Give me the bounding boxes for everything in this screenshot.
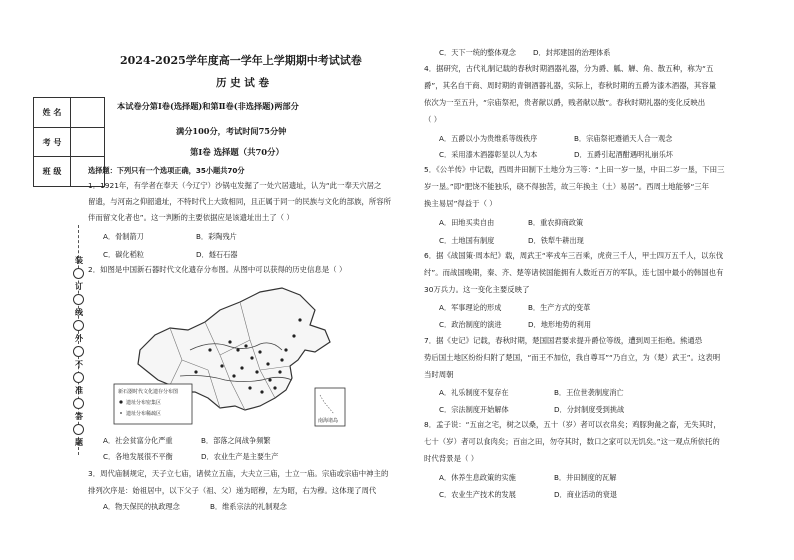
binding-char: 装 <box>75 256 83 265</box>
q5-option-d[interactable]: D．铁犁牛耕出现 <box>528 236 584 245</box>
question-4 <box>424 64 716 125</box>
q2-option-d[interactable]: D．农业生产是主要生产 <box>201 452 279 461</box>
binding-char: 题 <box>75 438 83 447</box>
q7-option-b[interactable]: B．王位世袭制度消亡 <box>554 388 624 397</box>
q8-line: 七十（岁）者可以食肉矣；百亩之田，勿夺其时，数口之家可以无饥矣。”这一观点所依托的 <box>424 437 720 446</box>
exam-id-label: 考 号 <box>34 128 71 157</box>
q1-option-b[interactable]: B．彩陶残片 <box>196 232 237 241</box>
q1-line: 留遗，与河南之仰韶遗址，不特时代上大致相同，且正属于同一的民族与文化的部族，所容所 <box>88 197 392 206</box>
name-field[interactable] <box>71 98 104 127</box>
binding-char: 准 <box>75 386 83 395</box>
q8-option-c[interactable]: C．农业生产技术的发展 <box>439 490 516 499</box>
binding-hole <box>73 398 84 409</box>
q1-option-d[interactable]: D．燧石石器 <box>196 250 238 259</box>
name-label: 姓 名 <box>34 98 71 127</box>
q1-line: 1．1921年，有学者在奉天（今辽宁）沙锅屯发掘了一处穴居遗址，认为“此一奉天穴居之 <box>88 181 382 190</box>
q4-option-b[interactable]: B．宗庙祭祀遵循天人合一观念 <box>574 134 673 143</box>
q1-option-a[interactable]: A．骨制箭刀 <box>103 232 144 241</box>
q4-option-d[interactable]: D．五爵引起酒酣遇明礼崩乐坏 <box>574 150 673 159</box>
binding-hole <box>73 268 84 279</box>
q4-option-a[interactable]: A．五爵以小为贵维系等级秩序 <box>439 134 538 143</box>
class-label: 班 级 <box>34 157 71 186</box>
binding-char: 订 <box>75 282 83 291</box>
q2-option-b[interactable]: B．部落之间战争频繁 <box>201 436 271 445</box>
binding-char: 不 <box>75 360 83 369</box>
legend-title: 新石器时代文化遗存分布图 <box>118 389 179 395</box>
q4-option-c[interactable]: C．采用漆木酒器彰显以人为本 <box>439 150 538 159</box>
q6-line: 30万兵力。这一变化主要反映了 <box>424 285 530 294</box>
q8-option-b[interactable]: B．井田制度的瓦解 <box>554 473 617 482</box>
subject-title: 历 史 试 卷 <box>216 77 269 89</box>
q3-option-d[interactable]: D．封邦建国的治理体系 <box>533 48 611 57</box>
q7-line: 7．据《史记》记载，春秋时期，楚国国君要求提升爵位等级，遭到周王拒绝。熊通恐 <box>424 336 703 345</box>
q6-line: 纣”。而战国晚期，秦、齐、楚等诸侯国能拥有人数近百万的军队，连七国中最小的韩国也有 <box>424 268 724 277</box>
neolithic-culture-map <box>110 280 350 430</box>
q6-line: 6．据《战国策·周本纪》载，周武王“率戎车三百乘，虎贲三千人，甲士四万五千人，以东伐 <box>424 251 724 260</box>
question-3 <box>88 469 388 496</box>
q7-option-c[interactable]: C．宗法制度开始解体 <box>439 405 509 414</box>
q7-option-d[interactable]: D．分封制度受到挑战 <box>554 405 625 414</box>
q6-option-a[interactable]: A．军事理论的形成 <box>439 303 502 312</box>
q4-line: 爵”，其名自干商、周时期的青铜酒器礼器，实际上，春秋时期的五爵为漆木酒器，其容量 <box>424 81 717 90</box>
question-5 <box>424 165 724 209</box>
binding-hole <box>73 346 84 357</box>
part-one-heading: 第Ⅰ卷 选择题（共70分） <box>190 147 284 157</box>
q3-line: 排列次序是：始祖居中，以下父子（祖、父）递为昭穆，左为昭，右为穆。这体现了周代 <box>88 486 377 495</box>
q6-option-d[interactable]: D．地形地势的利用 <box>528 320 592 329</box>
q8-option-d[interactable]: D．商业活动的衰退 <box>554 490 618 499</box>
q5-option-c[interactable]: C．土地国有制度 <box>439 236 495 245</box>
q4-line: 依次为一至五升，“宗庙祭祀，贵者献以爵，贱者献以散”。春秋时期礼器的变化反映出 <box>424 98 706 107</box>
q3-option-b[interactable]: B．维系宗法的礼制观念 <box>210 502 287 511</box>
q4-line: （ ） <box>424 115 442 124</box>
binding-char: 答 <box>75 412 83 421</box>
question-2: 2．如图是中国新石器时代文化遗存分布图。从图中可以获得的历史信息是（ ） <box>88 265 347 274</box>
binding-hole <box>73 294 84 305</box>
binding-char: 线 <box>75 308 83 317</box>
q2-option-c[interactable]: C．各地发展很不平衡 <box>103 452 173 461</box>
question-7 <box>424 336 720 380</box>
exam-id-field[interactable] <box>71 128 104 157</box>
binding-hole <box>73 320 84 331</box>
score-time: 满分100分，考试时间75分钟 <box>176 126 287 136</box>
q8-line: 时代背景是（ ） <box>424 454 479 463</box>
instruction: 选择题：下列只有一个选项正确，35小题共70分 <box>88 166 245 175</box>
q8-line: 8．孟子说：“五亩之宅，树之以桑，五十（岁）者可以衣帛矣；鸡豚狗彘之畜，无失其时， <box>424 420 721 429</box>
legend-item: 遗址分布密集区 <box>126 400 162 406</box>
q5-line: 5．《公羊传》中记载，西周井田制下土地分为三等：“上田一岁一垦，中田二岁一垦，下田三 <box>424 165 725 174</box>
question-1 <box>88 181 391 223</box>
q7-line: 势后国土地区纷纷归附了楚国，“而王不加位，我自尊耳”“乃自立，为（楚）武王”。这表明 <box>424 353 721 362</box>
binding-hole <box>73 372 84 383</box>
q1-line: 伴而留文化者也”。这一判断的主要依据应是该遗址出土了（ ） <box>88 213 294 222</box>
q5-option-a[interactable]: A．田地买卖自由 <box>439 218 495 227</box>
q2-option-a[interactable]: A．社会贫富分化严重 <box>103 436 173 445</box>
q5-line: 岁一垦。”即“肥饶不能独乐，硗不得独苦，故三年换主（土）易居”。西周土地能够“三年 <box>424 182 710 191</box>
binding-hole <box>73 424 84 435</box>
q3-line: 3．周代庙制规定，天子立七庙，诸侯立五庙，大夫立三庙，士立一庙。宗庙或宗庙中神主的 <box>88 469 389 478</box>
q3-option-a[interactable]: A．物天保民的执政理念 <box>103 502 180 511</box>
q5-option-b[interactable]: B．重农抑商政策 <box>528 218 584 227</box>
south-sea-label: 南海诸岛 <box>318 418 339 424</box>
binding-char: 外 <box>75 334 83 343</box>
q7-option-a[interactable]: A．礼乐制度不复存在 <box>439 388 509 397</box>
q6-option-b[interactable]: B．生产方式的变革 <box>528 303 591 312</box>
question-6 <box>424 251 723 295</box>
q5-line: 换主易居”得益于（ ） <box>424 199 497 208</box>
q7-line: 当时周朝 <box>424 370 454 379</box>
paper-structure: 本试卷分第Ⅰ卷(选择题)和第Ⅱ卷(非选择题)两部分 <box>117 101 299 111</box>
exam-title: 2024-2025学年度高一学年上学期期中考试试卷 <box>120 54 362 67</box>
q4-line: 4．据研究，古代礼制记载的春秋时期酒器礼器，分为爵、觚、觯、角、散五种，称为“五 <box>424 64 714 73</box>
q3-option-c[interactable]: C．天下一统的整体观念 <box>439 48 516 57</box>
q1-option-c[interactable]: C．碳化稻粒 <box>103 250 144 259</box>
q6-option-c[interactable]: C．政治制度的演进 <box>439 320 502 329</box>
question-8 <box>424 420 721 464</box>
legend-item: 遗址分布稀疏区 <box>126 411 162 417</box>
q8-option-a[interactable]: A．休养生息政策的实施 <box>439 473 516 482</box>
